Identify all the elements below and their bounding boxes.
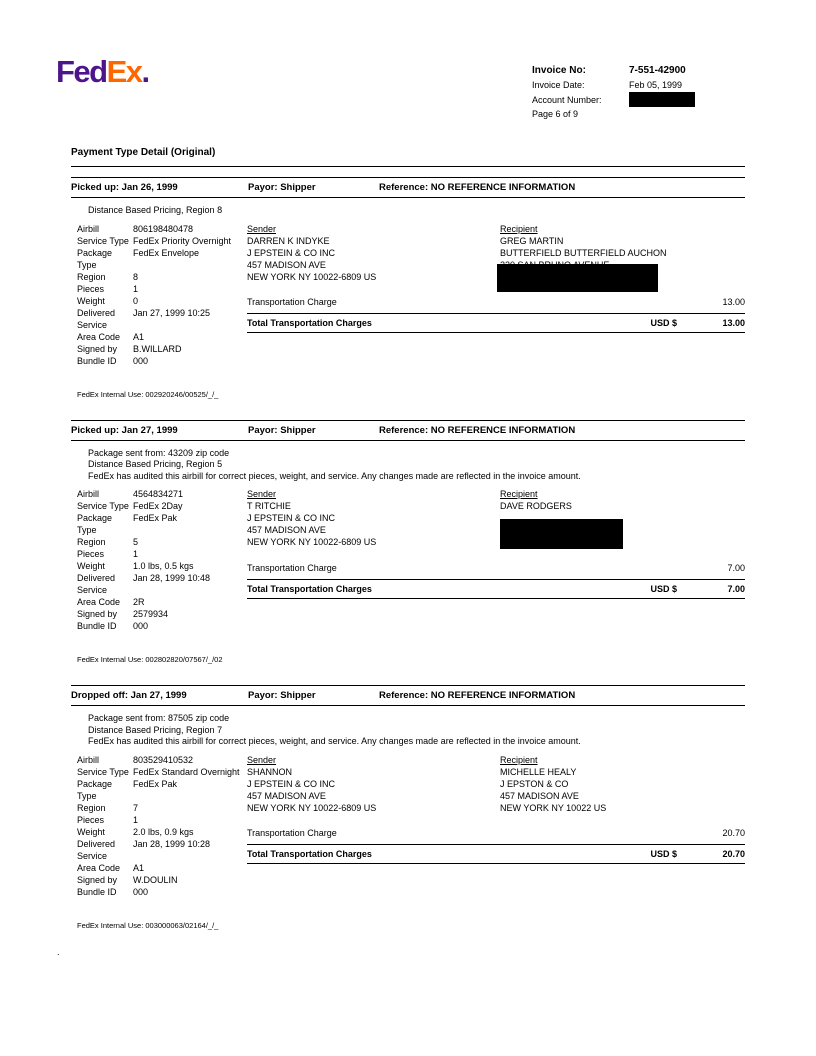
field-row-service (77, 850, 247, 862)
shipment-fields (71, 754, 247, 898)
field-label: Signed by (77, 343, 118, 354)
field-row-area-code (77, 862, 247, 874)
field-label: Service (77, 585, 108, 595)
field-value: FedEx Pak (133, 513, 178, 523)
internal-use-note: FedEx Internal Use: 003000063/02164/_/_ (77, 920, 219, 930)
logo-ex: Ex (106, 54, 142, 89)
total-charges-label: Total Transportation Charges (247, 584, 372, 594)
field-value: 1 (133, 814, 139, 825)
field-value: 2579934 (133, 609, 169, 619)
total-charges-amount: 20.70 (722, 848, 745, 859)
shipment-body (71, 754, 745, 898)
shipment-section-3 (71, 685, 745, 932)
shipment-notes (88, 448, 745, 483)
shipment-notes (88, 205, 745, 217)
field-row-delivered (77, 307, 247, 319)
field-row-package-type (77, 512, 247, 536)
transportation-charge-row (247, 562, 745, 574)
sender-heading: Sender (247, 223, 277, 234)
shipment-body (71, 488, 745, 632)
field-value: 000 (133, 621, 149, 631)
field-label: Package Type (77, 778, 113, 801)
recipient-line: GREG MARTIN (500, 235, 564, 246)
field-label: Airbill (77, 223, 100, 234)
field-row-service (77, 319, 247, 331)
shipment-header (71, 685, 745, 706)
field-row-service-type (77, 235, 247, 247)
field-row-pieces (77, 814, 247, 826)
transportation-charge-row (247, 296, 745, 308)
sender-line: T RITCHIE (247, 501, 291, 511)
field-row-region (77, 802, 247, 814)
note-line: Distance Based Pricing, Region 7 (88, 724, 223, 735)
field-label: Service (77, 850, 108, 861)
sender-block (247, 754, 500, 814)
field-row-service-type (77, 766, 247, 778)
sender-line: NEW YORK NY 10022-6809 US (247, 271, 377, 282)
field-value: 000 (133, 355, 149, 366)
invoice-meta (532, 64, 746, 121)
field-label: Weight (77, 826, 105, 837)
dropoff-event: Dropped off: Jan 27, 1999 (71, 690, 187, 701)
parties (247, 223, 745, 283)
field-value: 000 (133, 886, 149, 897)
total-charges-amount: 13.00 (722, 317, 745, 328)
field-label: Pieces (77, 549, 105, 559)
field-label: Area Code (77, 331, 121, 342)
field-value: 7 (133, 802, 139, 813)
total-charges-row (247, 579, 745, 599)
pickup-event: Picked up: Jan 26, 1999 (71, 182, 178, 193)
recipient-heading: Recipient (500, 754, 538, 765)
invoice-date-value: Feb 05, 1999 (629, 80, 683, 90)
recipient-redaction-box (500, 519, 623, 549)
field-label: Bundle ID (77, 886, 117, 897)
field-row-delivered (77, 572, 247, 584)
field-row-area-code (77, 331, 247, 343)
recipient-heading: Recipient (500, 223, 538, 234)
shipment-fields (71, 223, 247, 367)
invoice-date-row (532, 78, 746, 92)
field-value: 1.0 lbs, 0.5 kgs (133, 561, 194, 571)
field-label: Signed by (77, 874, 118, 885)
field-value (133, 584, 247, 596)
field-value: 0 (133, 295, 139, 306)
transportation-charge-amount: 20.70 (722, 827, 745, 838)
sender-block (247, 488, 500, 548)
account-number-redaction-box (629, 92, 695, 107)
recipient-block (500, 754, 745, 814)
parties (247, 754, 745, 814)
recipient-block (500, 223, 745, 271)
internal-use-note: FedEx Internal Use: 002920246/00525/_/_ (77, 389, 219, 399)
parties (247, 488, 745, 549)
field-value (133, 850, 247, 862)
sender-line: DARREN K INDYKE (247, 235, 330, 246)
field-row-pieces (77, 548, 247, 560)
total-charges-label: Total Transportation Charges (247, 848, 372, 859)
field-row-signed-by (77, 874, 247, 886)
field-value: 4564834271 (133, 489, 184, 499)
invoice-no-label: Invoice No: (532, 65, 586, 76)
reference: Reference: NO REFERENCE INFORMATION (379, 182, 576, 193)
charges-column (247, 488, 745, 599)
field-value: W.DOULIN (133, 874, 178, 885)
field-row-region (77, 271, 247, 283)
field-label: Signed by (77, 609, 118, 619)
field-value: 1 (133, 549, 139, 559)
note-line: Distance Based Pricing, Region 5 (88, 459, 223, 469)
field-value: 803529410532 (133, 754, 194, 765)
title-divider (71, 166, 745, 167)
field-label: Area Code (77, 597, 121, 607)
recipient-redaction-box (497, 264, 658, 292)
field-label: Area Code (77, 862, 121, 873)
note-line: FedEx has audited this airbill for correct pieces, weight, and service. Any changes made are reflected in the invoice amount. (88, 470, 581, 481)
sender-heading: Sender (247, 754, 277, 765)
shipment-section-2 (71, 420, 745, 667)
shipment-header (71, 177, 745, 198)
page-title: Payment Type Detail (Original) (71, 147, 216, 158)
field-label: Region (77, 802, 106, 813)
shipment-notes (88, 713, 745, 748)
field-value: Jan 28, 1999 10:28 (133, 838, 211, 849)
field-value (133, 319, 247, 331)
sender-line: SHANNON (247, 766, 293, 777)
field-row-airbill (77, 488, 247, 500)
field-label: Package Type (77, 247, 113, 270)
invoice-date-label: Invoice Date: (532, 80, 585, 90)
field-value: 5 (133, 537, 139, 547)
reference: Reference: NO REFERENCE INFORMATION (379, 424, 576, 436)
fedex-logo (56, 55, 149, 96)
transportation-charge-label: Transportation Charge (247, 827, 337, 838)
field-row-signed-by (77, 343, 247, 355)
field-value: B.WILLARD (133, 343, 182, 354)
recipient-line: 457 MADISON AVE (500, 790, 579, 801)
field-row-service (77, 584, 247, 596)
total-charges-row (247, 844, 745, 864)
field-label: Region (77, 271, 106, 282)
charges-column (247, 754, 745, 864)
payor: Payor: Shipper (248, 182, 316, 193)
field-value: FedEx Standard Overnight (133, 766, 240, 777)
logo-period: . (141, 54, 149, 89)
currency-label: USD $ (650, 584, 677, 594)
sender-line: 457 MADISON AVE (247, 259, 326, 270)
field-label: Region (77, 537, 106, 547)
field-value: Jan 27, 1999 10:25 (133, 307, 211, 318)
field-label: Bundle ID (77, 355, 117, 366)
transportation-charge-row (247, 827, 745, 839)
field-row-pieces (77, 283, 247, 295)
field-label: Weight (77, 561, 105, 571)
page-number: Page 6 of 9 (532, 109, 579, 119)
page-footer-mark: . (57, 947, 60, 957)
field-row-weight (77, 826, 247, 838)
note-line: Package sent from: 87505 zip code (88, 713, 230, 723)
field-row-area-code (77, 596, 247, 608)
transportation-charge-amount: 13.00 (722, 296, 745, 307)
recipient-line: DAVE RODGERS (500, 501, 572, 511)
field-label: Delivered (77, 573, 116, 583)
note-line: Package sent from: 43209 zip code (88, 447, 230, 458)
field-label: Service (77, 319, 108, 330)
field-row-airbill (77, 223, 247, 235)
sender-block (247, 223, 500, 283)
field-row-weight (77, 295, 247, 307)
field-row-airbill (77, 754, 247, 766)
pickup-event: Picked up: Jan 27, 1999 (71, 424, 178, 436)
field-value: 2.0 lbs, 0.9 kgs (133, 826, 194, 837)
recipient-line: J EPSTON & CO (500, 778, 569, 789)
note-line: FedEx has audited this airbill for correct pieces, weight, and service. Any changes made are reflected in the invoice amount. (88, 736, 581, 746)
currency-label: USD $ (650, 317, 677, 328)
field-value: FedEx Priority Overnight (133, 235, 232, 246)
total-charges-row (247, 313, 745, 333)
field-row-region (77, 536, 247, 548)
sender-line: J EPSTEIN & CO INC (247, 778, 336, 789)
total-charges-label: Total Transportation Charges (247, 317, 372, 328)
invoice-no-value: 7-551-42900 (629, 65, 686, 76)
note-line: Distance Based Pricing, Region 8 (88, 205, 223, 215)
shipment-section-1 (71, 177, 745, 401)
field-row-bundle-id (77, 886, 247, 898)
invoice-no-row (532, 64, 746, 78)
sender-line: 457 MADISON AVE (247, 525, 326, 535)
field-value: A1 (133, 331, 145, 342)
shipment-sections (71, 177, 745, 951)
field-row-bundle-id (77, 620, 247, 632)
field-label: Airbill (77, 754, 100, 765)
field-value: FedEx 2Day (133, 501, 183, 511)
transportation-charge-amount: 7.00 (727, 563, 745, 573)
sender-line: 457 MADISON AVE (247, 790, 326, 801)
transportation-charge-label: Transportation Charge (247, 296, 337, 307)
field-value: FedEx Pak (133, 778, 178, 789)
reference: Reference: NO REFERENCE INFORMATION (379, 690, 576, 701)
internal-use-note: FedEx Internal Use: 002802820/07567/_/02 (77, 655, 223, 664)
field-row-package-type (77, 247, 247, 271)
payor: Payor: Shipper (248, 424, 316, 436)
field-label: Pieces (77, 283, 105, 294)
page-number-row (532, 107, 746, 121)
field-row-delivered (77, 838, 247, 850)
field-value: 1 (133, 283, 139, 294)
account-number-label: Account Number: (532, 94, 602, 105)
recipient-line: NEW YORK NY 10022 US (500, 802, 607, 813)
currency-label: USD $ (650, 848, 677, 859)
field-value: 806198480478 (133, 223, 194, 234)
sender-line: J EPSTEIN & CO INC (247, 513, 336, 523)
field-label: Airbill (77, 489, 100, 499)
shipment-fields (71, 488, 247, 632)
recipient-heading: Recipient (500, 489, 538, 499)
payor: Payor: Shipper (248, 690, 316, 701)
field-row-weight (77, 560, 247, 572)
shipment-header (71, 420, 745, 441)
field-label: Service Type (77, 501, 129, 511)
field-label: Weight (77, 295, 105, 306)
field-label: Delivered (77, 307, 116, 318)
charges-column (247, 223, 745, 333)
total-charges-amount: 7.00 (727, 584, 745, 594)
transportation-charge-label: Transportation Charge (247, 563, 337, 573)
field-row-service-type (77, 500, 247, 512)
field-row-signed-by (77, 608, 247, 620)
field-value: FedEx Envelope (133, 247, 200, 258)
field-value: 2R (133, 597, 145, 607)
field-value: 8 (133, 271, 139, 282)
recipient-block (500, 488, 745, 549)
sender-line: J EPSTEIN & CO INC (247, 247, 336, 258)
shipment-body (71, 223, 745, 367)
field-label: Service Type (77, 235, 129, 246)
recipient-line: MICHELLE HEALY (500, 766, 577, 777)
field-row-bundle-id (77, 355, 247, 367)
field-row-package-type (77, 778, 247, 802)
field-value: A1 (133, 862, 145, 873)
field-label: Package Type (77, 513, 113, 535)
field-label: Service Type (77, 766, 129, 777)
field-value: Jan 28, 1999 10:48 (133, 573, 211, 583)
logo-fed: Fed (56, 54, 107, 89)
sender-line: NEW YORK NY 10022-6809 US (247, 537, 377, 547)
recipient-line: BUTTERFIELD BUTTERFIELD AUCHON (500, 247, 667, 258)
sender-heading: Sender (247, 489, 277, 499)
sender-line: NEW YORK NY 10022-6809 US (247, 802, 377, 813)
field-label: Pieces (77, 814, 105, 825)
account-number-row (532, 92, 746, 107)
field-label: Delivered (77, 838, 116, 849)
field-label: Bundle ID (77, 621, 117, 631)
